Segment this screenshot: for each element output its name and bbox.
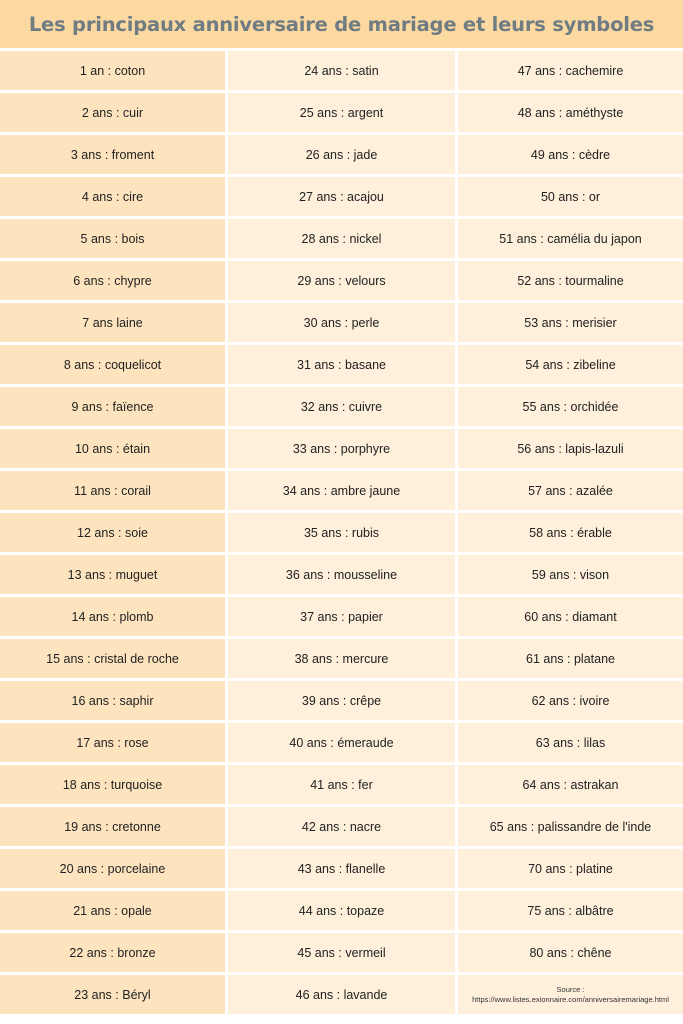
anniversary-cell: 8 ans : coquelicot [0, 345, 225, 384]
anniversary-cell: 6 ans : chypre [0, 261, 225, 300]
anniversary-cell: 3 ans : froment [0, 135, 225, 174]
anniversary-cell: 5 ans : bois [0, 219, 225, 258]
anniversary-cell: 14 ans : plomb [0, 597, 225, 636]
anniversary-cell: 57 ans : azalée [458, 471, 683, 510]
anniversary-cell: 54 ans : zibeline [458, 345, 683, 384]
anniversary-cell: 42 ans : nacre [228, 807, 455, 846]
anniversary-cell: 31 ans : basane [228, 345, 455, 384]
anniversary-cell: 70 ans : platine [458, 849, 683, 888]
anniversary-cell: 63 ans : lilas [458, 723, 683, 762]
anniversary-cell: 53 ans : merisier [458, 303, 683, 342]
anniversary-cell: 4 ans : cire [0, 177, 225, 216]
anniversary-cell: 56 ans : lapis-lazuli [458, 429, 683, 468]
anniversary-cell: 2 ans : cuir [0, 93, 225, 132]
anniversary-cell: 47 ans : cachemire [458, 51, 683, 90]
anniversary-cell: 9 ans : faïence [0, 387, 225, 426]
anniversary-cell: 28 ans : nickel [228, 219, 455, 258]
anniversary-cell: 80 ans : chêne [458, 933, 683, 972]
anniversary-cell: 49 ans : cèdre [458, 135, 683, 174]
anniversary-cell: 38 ans : mercure [228, 639, 455, 678]
anniversary-cell: 24 ans : satin [228, 51, 455, 90]
anniversary-cell: 25 ans : argent [228, 93, 455, 132]
anniversary-cell: 64 ans : astrakan [458, 765, 683, 804]
anniversary-cell: 26 ans : jade [228, 135, 455, 174]
page-title: Les principaux anniversaire de mariage et leurs symboles [28, 12, 655, 36]
anniversary-cell: 46 ans : lavande [228, 975, 455, 1014]
anniversary-cell: 20 ans : porcelaine [0, 849, 225, 888]
anniversary-cell: 62 ans : ivoire [458, 681, 683, 720]
anniversary-table [0, 51, 683, 1014]
anniversary-cell: 34 ans : ambre jaune [228, 471, 455, 510]
anniversary-cell: 41 ans : fer [228, 765, 455, 804]
anniversary-cell: 48 ans : améthyste [458, 93, 683, 132]
source-url[interactable]: https://www.listes.exionnaire.com/anniversairemariage.html [472, 994, 669, 1004]
anniversary-cell: 30 ans : perle [228, 303, 455, 342]
anniversary-cell: 52 ans : tourmaline [458, 261, 683, 300]
anniversary-cell: 51 ans : camélia du japon [458, 219, 683, 258]
anniversary-cell: 60 ans : diamant [458, 597, 683, 636]
anniversary-cell: 75 ans : albâtre [458, 891, 683, 930]
anniversary-cell: 37 ans : papier [228, 597, 455, 636]
anniversary-cell: 15 ans : cristal de roche [0, 639, 225, 678]
anniversary-cell: 22 ans : bronze [0, 933, 225, 972]
anniversary-cell: 10 ans : étain [0, 429, 225, 468]
anniversary-cell: 44 ans : topaze [228, 891, 455, 930]
anniversary-cell: 19 ans : cretonne [0, 807, 225, 846]
anniversary-cell: 55 ans : orchidée [458, 387, 683, 426]
anniversary-cell: 43 ans : flanelle [228, 849, 455, 888]
anniversary-cell: 39 ans : crêpe [228, 681, 455, 720]
anniversary-cell: 29 ans : velours [228, 261, 455, 300]
anniversary-cell: 16 ans : saphir [0, 681, 225, 720]
column-3 [458, 51, 683, 1014]
anniversary-cell: 13 ans : muguet [0, 555, 225, 594]
anniversary-cell: 1 an : coton [0, 51, 225, 90]
anniversary-cell: 17 ans : rose [0, 723, 225, 762]
anniversary-cell: 32 ans : cuivre [228, 387, 455, 426]
anniversary-cell: 45 ans : vermeil [228, 933, 455, 972]
anniversary-cell: 23 ans : Béryl [0, 975, 225, 1014]
anniversary-cell: 18 ans : turquoise [0, 765, 225, 804]
anniversary-cell: 33 ans : porphyre [228, 429, 455, 468]
anniversary-cell: 59 ans : vison [458, 555, 683, 594]
anniversary-cell: 61 ans : platane [458, 639, 683, 678]
anniversary-cell: 35 ans : rubis [228, 513, 455, 552]
anniversary-cell: 27 ans : acajou [228, 177, 455, 216]
anniversary-cell: 7 ans laine [0, 303, 225, 342]
anniversary-cell: 36 ans : mousseline [228, 555, 455, 594]
source-label: Source : [556, 984, 585, 994]
anniversary-cell: 40 ans : émeraude [228, 723, 455, 762]
anniversary-cell: 65 ans : palissandre de l'inde [458, 807, 683, 846]
anniversary-cell: 58 ans : érable [458, 513, 683, 552]
anniversary-cell: 21 ans : opale [0, 891, 225, 930]
column-1 [0, 51, 225, 1014]
source-note [458, 975, 683, 1014]
anniversary-cell: 11 ans : corail [0, 471, 225, 510]
anniversary-cell: 12 ans : soie [0, 513, 225, 552]
column-2 [228, 51, 455, 1014]
anniversary-cell: 50 ans : or [458, 177, 683, 216]
header-banner [0, 0, 683, 48]
